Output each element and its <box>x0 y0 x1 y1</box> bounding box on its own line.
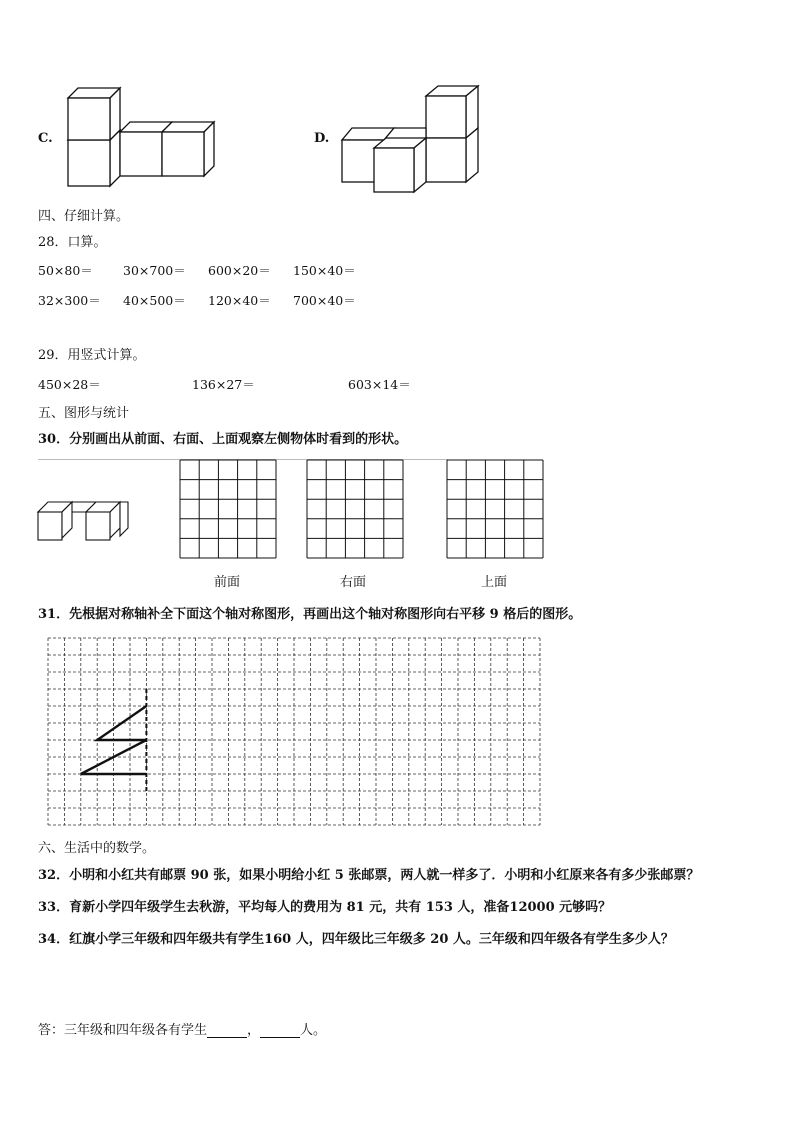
q30-right-grid <box>307 460 404 559</box>
q34-text: 34．红旗小学三年级和四年级共有学生160 人，四年级比三年级多 20 人。三年级和四年级各有学生多少人？ <box>38 932 674 947</box>
q34-answer-line <box>38 1019 326 1038</box>
q30-label-right: 右面 <box>340 575 367 590</box>
option-d-label: D. <box>314 131 330 146</box>
q29-title: 29．用竖式计算。 <box>38 348 146 363</box>
q28-item: 600×20＝ <box>208 263 271 278</box>
q29-item: 136×27＝ <box>192 377 255 392</box>
option-c-label: C. <box>38 131 53 146</box>
q28-item: 700×40＝ <box>293 293 356 308</box>
q28-item: 150×40＝ <box>293 263 356 278</box>
q28-item: 30×700＝ <box>123 263 186 278</box>
section4-title: 四、仔细计算。 <box>38 209 130 224</box>
q30-top-grid <box>447 460 544 559</box>
section6-title: 六、生活中的数学。 <box>38 841 156 856</box>
answer-blank-grade4[interactable] <box>260 1024 300 1038</box>
q29-item: 603×14＝ <box>348 377 411 392</box>
q28-title: 28．口算。 <box>38 235 107 250</box>
q30-label-top: 上面 <box>481 575 508 590</box>
answer-prefix: 答：三年级和四年级各有学生 <box>38 1023 208 1038</box>
q31-title: 31．先根据对称轴补全下面这个轴对称图形，再画出这个轴对称图形向右平移 9 格后的图形。 <box>38 607 582 622</box>
answer-blank-grade3[interactable] <box>207 1024 247 1038</box>
section5-title: 五、图形与统计 <box>38 406 130 421</box>
option-d-cubes-figure <box>338 84 488 194</box>
q28-item: 120×40＝ <box>208 293 271 308</box>
q30-title: 30．分别画出从前面、右面、上面观察左侧物体时看到的形状。 <box>38 432 408 447</box>
q30-object-figure <box>38 498 130 544</box>
q30-label-front: 前面 <box>214 575 241 590</box>
q32-text: 32．小明和小红共有邮票 90 张，如果小明给小红 5 张邮票，两人就一样多了．小明和小红原来各有多少张邮票？ <box>38 868 700 883</box>
q30-front-grid <box>180 460 277 559</box>
q28-item: 40×500＝ <box>123 293 186 308</box>
q31-dashed-grid <box>48 638 540 828</box>
option-c-cubes-figure <box>60 86 220 192</box>
answer-separator: ， <box>247 1023 261 1038</box>
q29-item: 450×28＝ <box>38 377 101 392</box>
q33-text: 33．育新小学四年级学生去秋游，平均每人的费用为 81 元，共有 153 人，准备12000 元够吗？ <box>38 900 612 915</box>
q28-item: 32×300＝ <box>38 293 101 308</box>
q28-item: 50×80＝ <box>38 263 93 278</box>
answer-suffix: 人。 <box>300 1023 327 1038</box>
